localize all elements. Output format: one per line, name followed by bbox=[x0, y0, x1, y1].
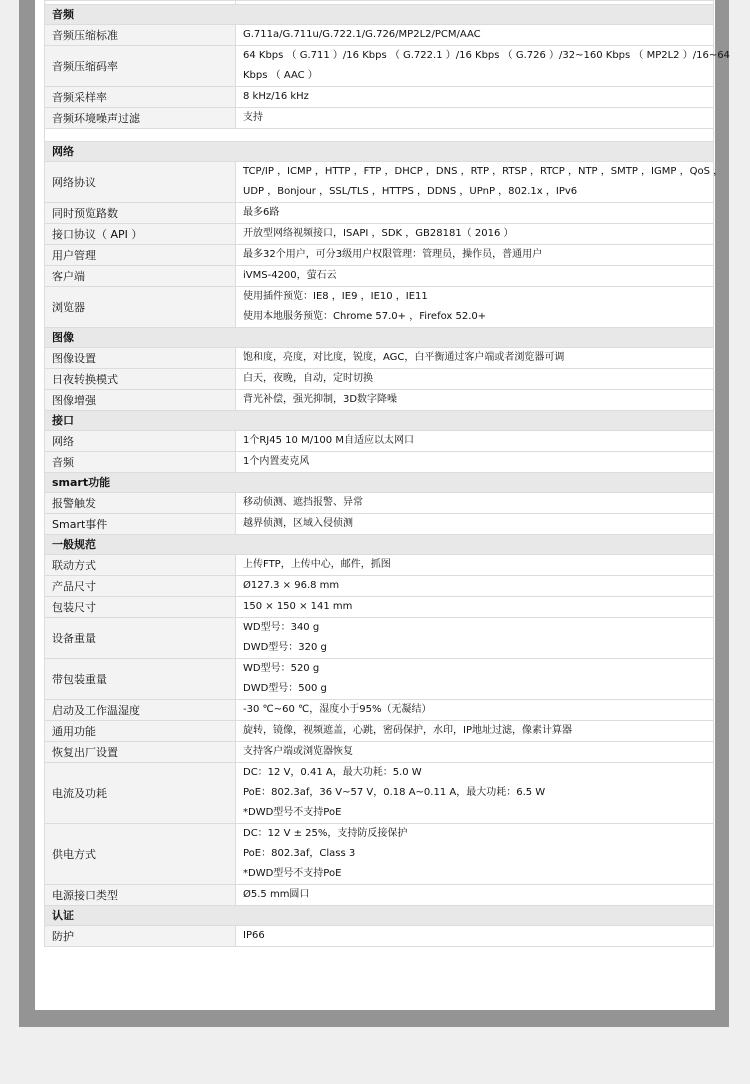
spec-row bbox=[45, 162, 714, 203]
spec-value-line: DC：12 V ± 25%，支持防反接保护 bbox=[243, 828, 408, 839]
spec-value-line: IP66 bbox=[243, 930, 265, 941]
spec-row bbox=[45, 203, 714, 224]
spec-label: 用户管理 bbox=[45, 245, 236, 266]
spec-row bbox=[45, 597, 714, 618]
spec-value bbox=[236, 108, 714, 129]
spec-value-line: 最多6路 bbox=[243, 207, 280, 218]
spec-label: 供电方式 bbox=[45, 824, 236, 885]
spec-row bbox=[45, 369, 714, 390]
spec-value bbox=[236, 224, 714, 245]
spec-row bbox=[45, 700, 714, 721]
spec-value-line: PoE：802.3af，Class 3 bbox=[243, 848, 356, 859]
spec-value bbox=[236, 266, 714, 287]
spec-label: 启动及工作温湿度 bbox=[45, 700, 236, 721]
spec-row bbox=[45, 721, 714, 742]
section-title: smart功能 bbox=[45, 473, 714, 493]
spec-value bbox=[236, 721, 714, 742]
spec-label: 联动方式 bbox=[45, 555, 236, 576]
spec-value-line: 开放型网络视频接口，ISAPI ，SDK ，GB28181（ 2016 ） bbox=[243, 228, 514, 239]
spec-label: 图像增强 bbox=[45, 390, 236, 411]
spec-label: 网络协议 bbox=[45, 162, 236, 203]
spec-label: 带包装重量 bbox=[45, 659, 236, 700]
section-title: 图像 bbox=[45, 328, 714, 348]
spec-value-line: 背光补偿，强光抑制，3D数字降噪 bbox=[243, 394, 398, 405]
spec-row bbox=[45, 618, 714, 659]
spec-value-line: -30 ℃~60 ℃，湿度小于95%（无凝结） bbox=[243, 704, 432, 715]
spec-label: 电源接口类型 bbox=[45, 885, 236, 906]
spec-value-line: 150 × 150 × 141 mm bbox=[243, 601, 353, 612]
section-title: 音频 bbox=[45, 5, 714, 25]
spec-row bbox=[45, 659, 714, 700]
spec-value-line: Ø5.5 mm圆口 bbox=[243, 889, 310, 900]
spec-value-line: TCP/IP ，ICMP ，HTTP ，FTP ，DHCP ，DNS ，RTP ，RTSP ，RTCP ，NTP ，SMTP ，IGMP ，QoS ， bbox=[243, 166, 724, 177]
spec-value-line: 白天，夜晚，自动，定时切换 bbox=[243, 373, 373, 384]
spec-row bbox=[45, 348, 714, 369]
section-header bbox=[45, 142, 714, 162]
spec-value bbox=[236, 885, 714, 906]
spec-row bbox=[45, 514, 714, 535]
section-title: 网络 bbox=[45, 142, 714, 162]
spec-value-line: DC：12 V，0.41 A，最大功耗：5.0 W bbox=[243, 767, 422, 778]
spec-value-line: WD型号：520 g bbox=[243, 663, 320, 674]
spec-label: 恢复出厂设置 bbox=[45, 742, 236, 763]
section-header bbox=[45, 411, 714, 431]
spec-value-line: Kbps （ AAC ） bbox=[243, 70, 318, 81]
spec-value bbox=[236, 576, 714, 597]
spec-value-line: 1个内置麦克风 bbox=[243, 456, 310, 467]
spec-value bbox=[236, 452, 714, 473]
spec-value-line: 支持 bbox=[243, 112, 263, 123]
section-gap bbox=[45, 129, 714, 142]
spec-value-line: 1个RJ45 10 M/100 M自适应以太网口 bbox=[243, 435, 414, 446]
spec-value-line: 支持客户端或浏览器恢复 bbox=[243, 746, 353, 757]
spec-value-line: 64 Kbps （ G.711 ）/16 Kbps （ G.722.1 ）/16 Kbps （ G.726 ）/32~160 Kbps （ MP2L2 ）/16~64 bbox=[243, 50, 730, 61]
spec-value bbox=[236, 245, 714, 266]
section-header bbox=[45, 906, 714, 926]
spec-value bbox=[236, 431, 714, 452]
spec-label: 电流及功耗 bbox=[45, 763, 236, 824]
spec-row bbox=[45, 926, 714, 947]
spec-value bbox=[236, 659, 714, 700]
spec-label: 接口协议（ API ） bbox=[45, 224, 236, 245]
spec-row bbox=[45, 763, 714, 824]
spec-label: 音频环境噪声过滤 bbox=[45, 108, 236, 129]
section-header bbox=[45, 5, 714, 25]
spec-value bbox=[236, 597, 714, 618]
spec-label: 包装尺寸 bbox=[45, 597, 236, 618]
spec-label: 浏览器 bbox=[45, 287, 236, 328]
spec-value bbox=[236, 700, 714, 721]
spec-label: 客户端 bbox=[45, 266, 236, 287]
spec-row bbox=[45, 555, 714, 576]
spec-value-line: 8 kHz/16 kHz bbox=[243, 91, 309, 102]
spec-value-line: 使用插件预览：IE8 ，IE9 ，IE10 ，IE11 bbox=[243, 291, 428, 302]
spec-value-line: *DWD型号不支持PoE bbox=[243, 868, 342, 879]
spec-value bbox=[236, 46, 730, 87]
spec-value-line: iVMS-4200，萤石云 bbox=[243, 270, 337, 281]
spec-row bbox=[45, 452, 714, 473]
section-header bbox=[45, 328, 714, 348]
section-header bbox=[45, 535, 714, 555]
spec-label: 音频 bbox=[45, 452, 236, 473]
spec-value-line: *DWD型号不支持PoE bbox=[243, 807, 342, 818]
spec-value bbox=[236, 162, 724, 203]
spec-row bbox=[45, 493, 714, 514]
spec-value-line: 移动侦测、遮挡报警、异常 bbox=[243, 497, 363, 508]
spec-value bbox=[236, 824, 714, 885]
spec-value-line: 上传FTP，上传中心，邮件，抓图 bbox=[243, 559, 391, 570]
spec-label: 日夜转换模式 bbox=[45, 369, 236, 390]
section-title: 认证 bbox=[45, 906, 714, 926]
spec-value-line: 饱和度，亮度，对比度，锐度，AGC，白平衡通过客户端或者浏览器可调 bbox=[243, 352, 565, 363]
spec-value bbox=[236, 555, 714, 576]
spec-row bbox=[45, 245, 714, 266]
spec-row bbox=[45, 224, 714, 245]
spec-value bbox=[236, 493, 714, 514]
section-title: 接口 bbox=[45, 411, 714, 431]
spec-label: 音频压缩码率 bbox=[45, 46, 236, 87]
spec-label: 音频压缩标准 bbox=[45, 25, 236, 46]
spec-value-line: 越界侦测，区域入侵侦测 bbox=[243, 518, 353, 529]
spec-label: 报警触发 bbox=[45, 493, 236, 514]
spec-value bbox=[236, 514, 714, 535]
spec-row bbox=[45, 25, 714, 46]
spec-value-line: WD型号：340 g bbox=[243, 622, 320, 633]
spec-row bbox=[45, 108, 714, 129]
spec-value bbox=[236, 203, 714, 224]
spec-value-line: Ø127.3 × 96.8 mm bbox=[243, 580, 340, 591]
spec-value-line: UDP ，Bonjour ，SSL/TLS ，HTTPS ，DDNS ，UPnP ，802.1x ，IPv6 bbox=[243, 186, 578, 197]
spec-value-line: 旋转，镜像，视频遮盖，心跳，密码保护，水印，IP地址过滤，像素计算器 bbox=[243, 725, 572, 736]
spec-value-line: DWD型号：500 g bbox=[243, 683, 327, 694]
spec-row bbox=[45, 390, 714, 411]
spec-label: 图像设置 bbox=[45, 348, 236, 369]
spec-label: 设备重量 bbox=[45, 618, 236, 659]
spec-value-line: DWD型号：320 g bbox=[243, 642, 327, 653]
spec-label: 产品尺寸 bbox=[45, 576, 236, 597]
spec-value bbox=[236, 87, 714, 108]
spec-value-line: PoE：802.3af，36 V~57 V，0.18 A~0.11 A，最大功耗：6.5 W bbox=[243, 787, 546, 798]
spec-row bbox=[45, 287, 714, 328]
spec-value bbox=[236, 390, 714, 411]
spec-value bbox=[236, 926, 714, 947]
spec-value-line: G.711a/G.711u/G.722.1/G.726/MP2L2/PCM/AAC bbox=[243, 29, 481, 40]
spec-value-line: 使用本地服务预览：Chrome 57.0+ ，Firefox 52.0+ bbox=[243, 311, 487, 322]
spec-row bbox=[45, 824, 714, 885]
section-header bbox=[45, 473, 714, 493]
spec-value bbox=[236, 763, 714, 824]
spec-value-line: 最多32个用户，可分3级用户权限管理：管理员，操作员，普通用户 bbox=[243, 249, 543, 260]
spec-row bbox=[45, 742, 714, 763]
spec-row bbox=[45, 576, 714, 597]
spec-value bbox=[236, 369, 714, 390]
spec-value bbox=[236, 348, 714, 369]
spec-row bbox=[45, 87, 714, 108]
spec-label: 同时预览路数 bbox=[45, 203, 236, 224]
spec-table bbox=[44, 0, 730, 947]
spec-value bbox=[236, 25, 714, 46]
spec-value bbox=[236, 287, 714, 328]
spec-row bbox=[45, 431, 714, 452]
spec-label: Smart事件 bbox=[45, 514, 236, 535]
spec-value bbox=[236, 618, 714, 659]
spec-label: 网络 bbox=[45, 431, 236, 452]
spec-label: 防护 bbox=[45, 926, 236, 947]
spec-row bbox=[45, 46, 714, 87]
spec-label: 通用功能 bbox=[45, 721, 236, 742]
spec-row bbox=[45, 885, 714, 906]
spec-row bbox=[45, 266, 714, 287]
spec-value bbox=[236, 742, 714, 763]
section-title: 一般规范 bbox=[45, 535, 714, 555]
spec-label: 音频采样率 bbox=[45, 87, 236, 108]
